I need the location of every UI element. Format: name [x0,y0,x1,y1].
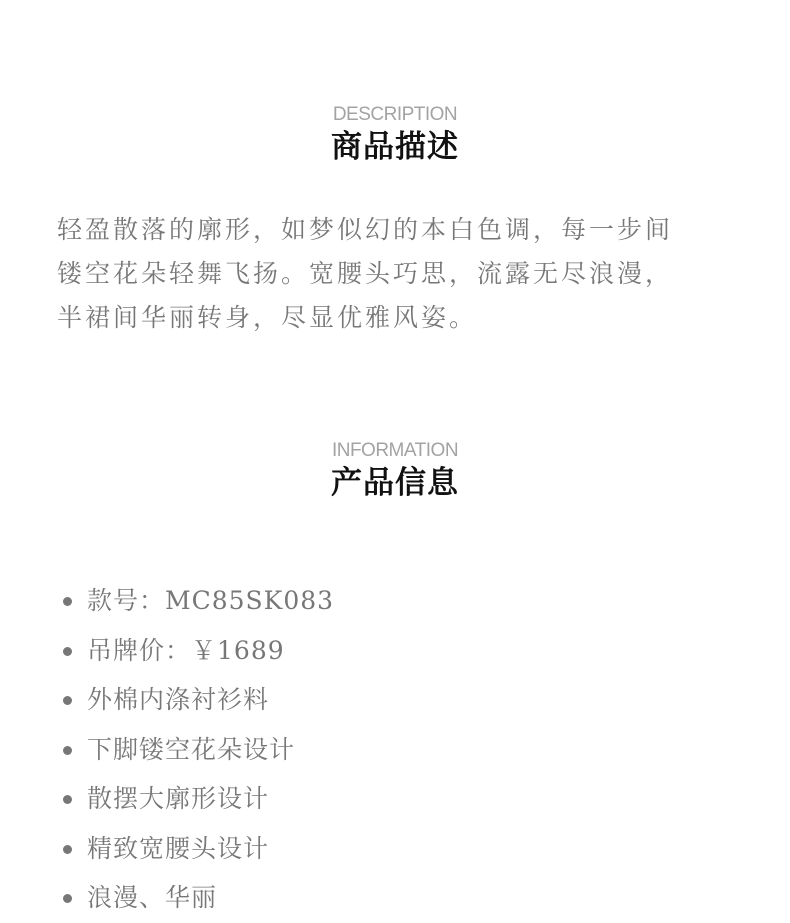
info-label: 下脚镂空花朵设计 [87,734,296,764]
info-item-style-number [58,576,334,626]
info-item-waistband [58,824,334,874]
bullet-dot-icon [63,746,72,755]
information-section-header [0,440,790,502]
description-eyebrow: DESCRIPTION [332,104,458,125]
information-title: 产品信息 [331,465,459,501]
info-value: ￥1689 [191,635,285,665]
info-label: 款号： [87,586,166,615]
bullet-dot-icon [63,894,72,903]
description-line: 轻盈散落的廓形，如梦似幻的本白色调，每一步间 [57,215,674,244]
info-item-style [58,873,334,923]
info-item-material [58,675,334,725]
info-item-hem-design [58,725,334,775]
info-value: MC85SK083 [165,586,335,615]
description-body [57,208,747,340]
description-line: 半裙间华丽转身，尽显优雅风姿。 [57,303,478,332]
bullet-dot-icon [63,845,72,854]
description-section-header [0,104,790,166]
info-item-tag-price [58,626,334,676]
bullet-dot-icon [63,795,72,804]
info-label: 吊牌价： [87,635,192,665]
bullet-dot-icon [63,696,72,705]
info-label: 外棉内涤衬衫料 [87,685,270,714]
info-label: 浪漫、华丽 [87,883,218,912]
bullet-dot-icon [63,647,72,656]
description-title: 商品描述 [331,129,459,165]
info-label: 精致宽腰头设计 [87,833,270,863]
description-line: 镂空花朵轻舞飞扬。宽腰头巧思，流露无尽浪漫， [57,259,674,288]
info-item-silhouette [58,774,334,824]
information-eyebrow: INFORMATION [331,440,459,461]
bullet-dot-icon [63,597,72,606]
info-label: 散摆大廓形设计 [87,784,270,813]
product-info-list [58,576,334,923]
